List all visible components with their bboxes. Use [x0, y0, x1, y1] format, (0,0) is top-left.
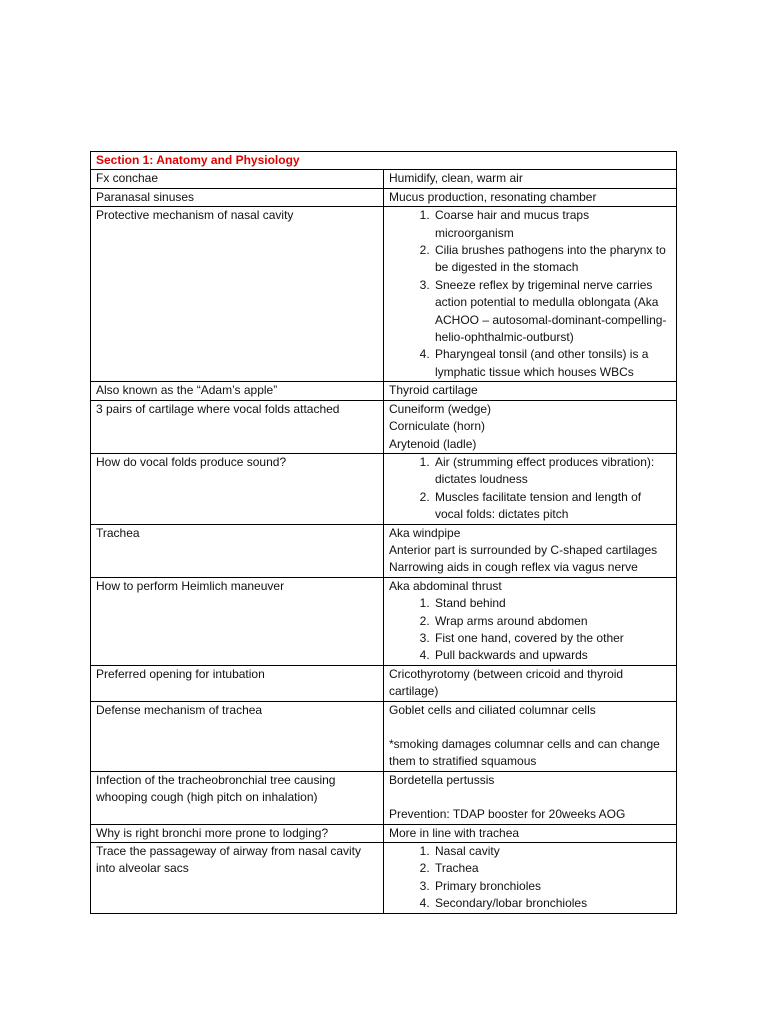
answer-cell — [384, 524, 677, 577]
answer-cell — [384, 400, 677, 453]
question-cell: Preferred opening for intubation — [91, 665, 384, 701]
question-cell: Fx conchae — [91, 170, 384, 188]
list-item: 3. Sneeze reflex by trigeminal nerve carries action potential to medulla oblongata (Aka ACHOO – autosomal-dominant-compelling-helio-ophthalmic-outburst) — [433, 277, 671, 347]
answer-cell: Humidify, clean, warm air — [384, 170, 677, 188]
question-cell: Infection of the tracheobronchial tree causing whooping cough (high pitch on inhalation) — [91, 771, 384, 824]
answer-line: Cuneiform (wedge) — [389, 401, 492, 416]
question-cell: Trace the passageway of airway from nasal cavity into alveolar sacs — [91, 843, 384, 914]
section-header-row — [91, 152, 677, 170]
table-row — [91, 382, 677, 400]
answer-cell — [384, 453, 677, 524]
list-item: 2. Trachea — [433, 860, 671, 877]
answer-line: Arytenoid (ladle) — [389, 436, 477, 451]
question-cell: Defense mechanism of trachea — [91, 701, 384, 771]
answer-line: Narrowing aids in cough reflex via vagus nerve — [389, 560, 638, 575]
question-cell: How to perform Heimlich maneuver — [91, 577, 384, 665]
answer-cell — [384, 843, 677, 914]
table-row — [91, 577, 677, 665]
answer-note: Prevention: TDAP booster for 20weeks AOG — [389, 807, 626, 822]
numbered-list — [389, 454, 671, 524]
table-row — [91, 400, 677, 453]
section-title: Section 1: Anatomy and Physiology — [91, 152, 677, 170]
numbered-list — [389, 595, 671, 665]
notes-table — [90, 151, 677, 914]
answer-line: Aka windpipe — [389, 525, 461, 540]
answer-line: Corniculate (horn) — [389, 419, 486, 434]
answer-cell: Mucus production, resonating chamber — [384, 188, 677, 206]
list-item: 2. Cilia brushes pathogens into the pharynx to be digested in the stomach — [433, 242, 671, 277]
table-row — [91, 824, 677, 842]
answer-cell — [384, 701, 677, 771]
numbered-list — [389, 207, 671, 381]
list-item: 1. Nasal cavity — [433, 843, 671, 860]
table-row — [91, 207, 677, 382]
answer-line: Goblet cells and ciliated columnar cells — [389, 702, 596, 717]
question-cell: Also known as the “Adam’s apple” — [91, 382, 384, 400]
answer-cell — [384, 207, 677, 382]
question-cell: 3 pairs of cartilage where vocal folds attached — [91, 400, 384, 453]
question-cell: Why is right bronchi more prone to lodging? — [91, 824, 384, 842]
list-item: 4. Pharyngeal tonsil (and other tonsils) is a lymphatic tissue which houses WBCs — [433, 346, 671, 381]
answer-line: Aka abdominal thrust — [389, 578, 502, 593]
question-cell: Trachea — [91, 524, 384, 577]
answer-line: Bordetella pertussis — [389, 772, 495, 787]
question-cell: Protective mechanism of nasal cavity — [91, 207, 384, 382]
answer-cell: Cricothyrotomy (between cricoid and thyroid cartilage) — [384, 665, 677, 701]
table-row — [91, 170, 677, 188]
question-cell: How do vocal folds produce sound? — [91, 453, 384, 524]
list-item: 2. Wrap arms around abdomen — [433, 613, 671, 630]
answer-cell: More in line with trachea — [384, 824, 677, 842]
list-item: 2. Muscles facilitate tension and length of vocal folds: dictates pitch — [433, 489, 671, 524]
list-item: 3. Primary bronchioles — [433, 878, 671, 895]
table-row — [91, 843, 677, 914]
spacer — [389, 789, 671, 806]
list-item: 1. Air (strumming effect produces vibration): dictates loudness — [433, 454, 671, 489]
answer-cell: Thyroid cartilage — [384, 382, 677, 400]
answer-note: *smoking damages columnar cells and can change them to stratified squamous — [389, 737, 660, 769]
table-row — [91, 771, 677, 824]
table-row — [91, 524, 677, 577]
table-row — [91, 701, 677, 771]
list-item: 1. Coarse hair and mucus traps microorganism — [433, 207, 671, 242]
list-item: 4. Secondary/lobar bronchioles — [433, 895, 671, 912]
table-row — [91, 188, 677, 206]
list-item: 1. Stand behind — [433, 595, 671, 612]
answer-line: Anterior part is surrounded by C-shaped cartilages — [389, 542, 658, 557]
answer-cell — [384, 771, 677, 824]
table-row — [91, 665, 677, 701]
question-cell: Paranasal sinuses — [91, 188, 384, 206]
list-item: 4. Pull backwards and upwards — [433, 647, 671, 664]
numbered-list — [389, 843, 671, 913]
answer-cell — [384, 577, 677, 665]
spacer — [389, 719, 671, 736]
table-row — [91, 453, 677, 524]
list-item: 3. Fist one hand, covered by the other — [433, 630, 671, 647]
